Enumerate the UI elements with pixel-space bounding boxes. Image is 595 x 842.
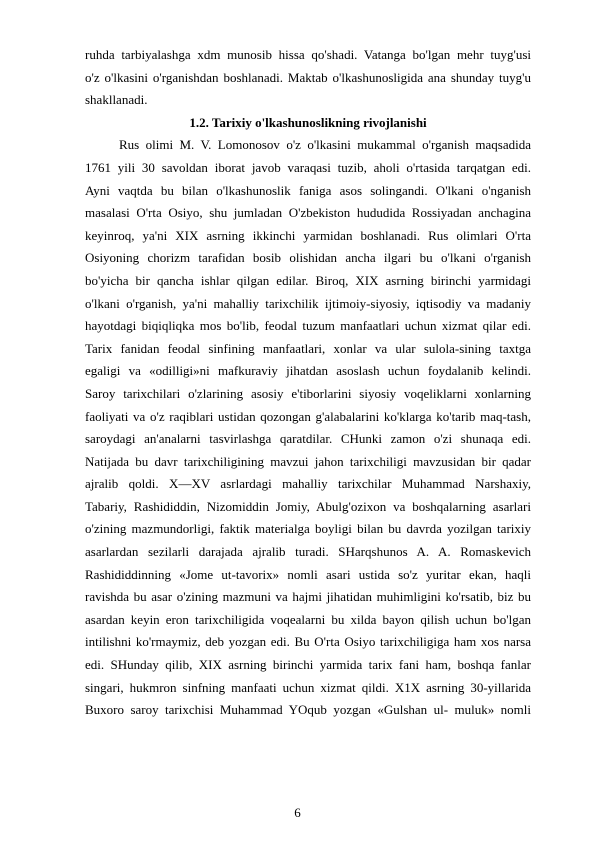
text-line-2: o'z o'lkasini o'rganishdan boshlanadi. Maktab o'lkashunosligida ana shunday tuyg'u <box>85 69 531 85</box>
text-line-1: ruhda tarbiyalashga xdm munosib hissa qo'shadi. Vatanga bo'lgan mehr tuyg'usi <box>85 47 531 62</box>
paragraph-line: Osiyoning chorizm tarafidan bosib olishidan ancha ilgari bu o'lkani o'rganish <box>85 250 531 266</box>
section-heading: 1.2. Tarixiy o'lkashunoslikning rivojlanishi <box>189 114 427 130</box>
paragraph-line: ajralib qoldi. X—XV asrlardagi mahalliy tarixchilar Muhammad Narshaxiy, <box>85 476 531 492</box>
paragraph-line: 1761 yili 30 savoldan iborat javob varaqasi tuzib, aholi o'rtasida tarqatgan edi. <box>85 159 531 175</box>
body-paragraph <box>85 134 531 721</box>
paragraph-line: Tabariy, Rashididdin, Nizomiddin Jomiy, Abulg'ozixon va boshqalarning asarlari <box>85 498 531 514</box>
paragraph-line: keyinroq, ya'ni XIX asrning ikkinchi yarmidan boshlanadi. Rus olimlari O'rta <box>85 227 531 243</box>
paragraph-line: Tarix fanidan feodal sinfining manfaatlari, xonlar va ular sulola-sining taxtga <box>85 340 531 356</box>
paragraph-line: intilishni ko'rmaymiz, deb yozgan edi. Bu O'rta Osiyo tarixchiligiga ham xos narsa <box>85 634 531 650</box>
paragraph-line: Buxoro saroy tarixchisi Muhammad YOqub yozgan «Gulshan ul- muluk» nomli <box>85 702 531 718</box>
paragraph-line: edi. SHunday qilib, XIX asrning birinchi yarmida tarix fani ham, boshqa fanlar <box>85 657 531 673</box>
paragraph-line: hayotdagi biqiqliqka mos bo'lib, feodal tuzum manfaatlari uchun xizmat qilar edi. <box>85 318 531 334</box>
paragraph-line: Ayni vaqtda bu bilan o'lkashunoslik faniga asos solingandi. O'lkani o'nganish <box>85 182 531 198</box>
paragraph-line: Rus olimi M. V. Lomonosov o'z o'lkasini mukammal o'rganish maqsadida <box>119 137 531 153</box>
paragraph-line: singari, hukmron sinfning manfaati uchun xizmat qildi. X1X asrning 30-yillarida <box>85 679 531 695</box>
paragraph-line: Saroy tarixchilari o'zlarining asosiy e'tiborlarini siyosiy voqeliklarni xonlarning <box>85 385 531 401</box>
paragraph-line: o'zining mazmundorligi, faktik materialga boyligi bilan bu davrda yozilgan tarixiy <box>85 521 531 537</box>
paragraph-line: o'lkani o'rganish, ya'ni mahalliy tarixchilik ijtimoiy-siyosiy, iqtisodiy va madaniy <box>85 295 531 311</box>
paragraph-line: Rashididdinning «Jome ut-tavorix» nomli asari ustida so'z yuritar ekan, haqli <box>85 566 531 582</box>
paragraph-line: asardan keyin eron tarixchiligida voqealarni bu xilda bayon qilish uchun bo'lgan <box>85 611 531 627</box>
paragraph-line: masalasi O'rta Osiyo, shu jumladan O'zbekiston hududida Rossiyadan anchagina <box>85 205 531 221</box>
document-page <box>85 44 531 722</box>
paragraph-line: bo'yicha bir qancha ishlar qilgan edilar. Biroq, XIX asrning birinchi yarmidagi <box>85 272 531 288</box>
paragraph-line: Natijada bu davr tarixchiligining mavzui jahon tarixchiligi mavzusidan bir qadar <box>85 453 531 469</box>
paragraph-line: ravishda bu asar o'zining mazmuni va hajmi jihatidan muhimligini ko'rsatib, biz bu <box>85 589 531 605</box>
page-number: 6 <box>294 805 301 820</box>
paragraph-line: faoliyati va o'z raqiblari ustidan qozongan g'alabalarini ko'klarga ko'tarib maq-tash, <box>85 408 531 424</box>
text-line-3: shakllanadi. <box>85 92 148 108</box>
paragraph-line: asarlardan sezilarli darajada ajralib turadi. SHarqshunos A. A. Romaskevich <box>85 544 531 560</box>
paragraph-line: saroydagi an'analarni tasvirlashga qaratdilar. CHunki zamon o'zi shunaqa edi. <box>85 431 531 447</box>
paragraph-line: egaligi va «odilligi»ni mafkuraviy jihatdan asoslash uchun foydalanib kelindi. <box>85 363 531 379</box>
